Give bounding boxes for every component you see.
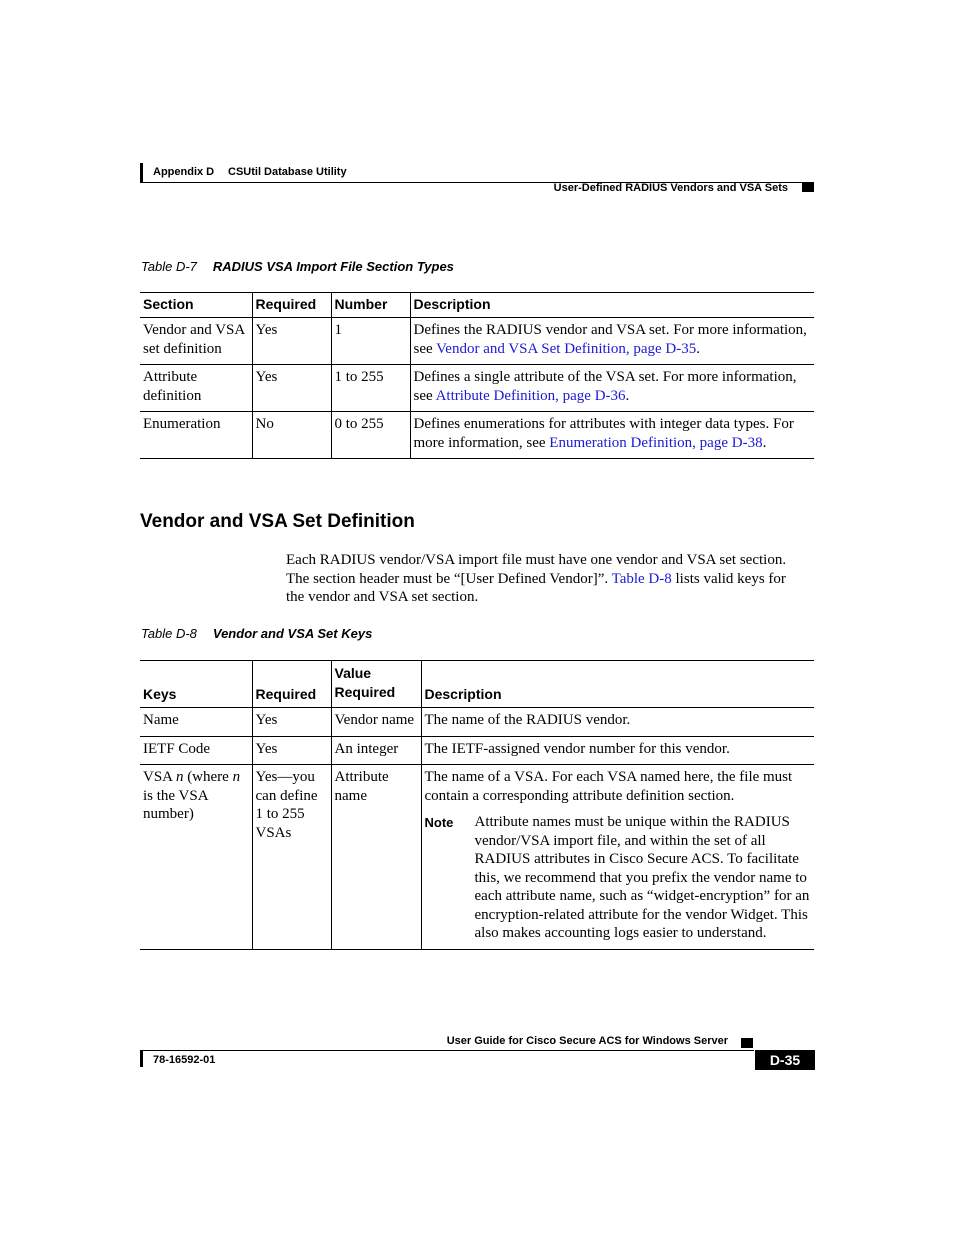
link-enumeration-definition[interactable]: Enumeration Definition, page D-38	[549, 434, 763, 451]
section-heading: Vendor and VSA Set Definition	[140, 511, 415, 532]
description-text: The name of a VSA. For each VSA named here, the file must contain a corresponding attribute definition section.	[424, 769, 793, 804]
table-d7-header-required: Required	[252, 293, 331, 318]
link-attribute-definition[interactable]: Attribute Definition, page D-36	[435, 387, 626, 404]
cell-section: Vendor and VSA set definition	[140, 318, 252, 365]
footer-left-bar	[140, 1050, 143, 1067]
table-d7-caption-number: Table D-7	[141, 259, 197, 274]
key-variable: n	[175, 769, 184, 785]
table-d7-caption	[141, 259, 454, 274]
cell-key: Name	[140, 708, 252, 737]
table-d7-header-description: Description	[410, 293, 814, 318]
description-end: .	[696, 340, 700, 357]
table-d8-caption-title: Vendor and VSA Set Keys	[212, 626, 373, 641]
key-text: VSA	[143, 769, 176, 785]
body-paragraph	[286, 551, 806, 607]
cell-required: Yes	[252, 736, 331, 765]
footer-page-number: D-35	[755, 1050, 815, 1070]
table-d7-header-number: Number	[331, 293, 410, 318]
cell-description	[421, 765, 814, 950]
cell-value-required: An integer	[331, 736, 421, 765]
table-row	[140, 318, 814, 365]
cell-number: 1 to 255	[331, 365, 410, 412]
table-d7	[140, 292, 814, 459]
table-d7-caption-title: RADIUS VSA Import File Section Types	[212, 259, 454, 274]
cell-number: 0 to 255	[331, 412, 410, 459]
cell-key	[140, 765, 252, 950]
cell-description	[410, 318, 814, 365]
footer-doc-number: 78-16592-01	[153, 1054, 216, 1066]
table-row	[140, 765, 814, 950]
table-d8-caption-number: Table D-8	[141, 626, 197, 641]
table-row	[140, 708, 814, 737]
table-d7-header-row	[140, 293, 814, 318]
header-chapter: CSUtil Database Utility	[228, 166, 347, 178]
cell-required: Yes	[252, 708, 331, 737]
table-d8-header-keys: Keys	[140, 661, 252, 708]
cell-description: The name of the RADIUS vendor.	[421, 708, 814, 737]
cell-key: IETF Code	[140, 736, 252, 765]
description-text: Defines a single attribute of the VSA set. For more information, see	[413, 369, 797, 404]
table-d8-header-row	[140, 661, 814, 708]
cell-value-required: Attribute name	[331, 765, 421, 950]
footer-guide-title: User Guide for Cisco Secure ACS for Windows Server	[446, 1035, 728, 1047]
cell-description	[410, 365, 814, 412]
cell-section: Attribute definition	[140, 365, 252, 412]
description-end: .	[625, 387, 630, 404]
table-row	[140, 365, 814, 412]
table-d8-caption	[141, 626, 372, 641]
key-text: (where	[183, 769, 233, 785]
key-variable: n	[232, 769, 241, 785]
table-row	[140, 736, 814, 765]
paragraph-text-end: lists valid keys for the vendor and VSA set section.	[286, 570, 786, 605]
cell-required: Yes—you can define 1 to 255 VSAs	[252, 765, 331, 950]
header-section: User-Defined RADIUS Vendors and VSA Sets	[553, 182, 788, 194]
cell-required: No	[252, 412, 331, 459]
table-d8	[140, 660, 814, 950]
cell-description: The IETF-assigned vendor number for this vendor.	[421, 736, 814, 765]
table-d8-header-value-required: Value Required	[331, 661, 421, 708]
cell-number: 1	[331, 318, 410, 365]
cell-required: Yes	[252, 318, 331, 365]
link-vendor-vsa-definition[interactable]: Vendor and VSA Set Definition, page D-35	[436, 340, 697, 357]
table-d8-header-required: Required	[252, 661, 331, 708]
footer-square-marker	[741, 1038, 753, 1048]
table-row	[140, 412, 814, 459]
cell-section: Enumeration	[140, 412, 252, 459]
note-block	[425, 813, 812, 943]
note-label: Note	[424, 815, 454, 830]
table-d7-header-section: Section	[140, 293, 252, 318]
description-text: Defines the RADIUS vendor and VSA set. For more information, see	[413, 322, 807, 357]
link-table-d8[interactable]: Table D-8	[611, 570, 672, 587]
table-d8-header-description: Description	[421, 661, 814, 708]
cell-required: Yes	[252, 365, 331, 412]
note-text: Attribute names must be unique within the RADIUS vendor/VSA import file, and within the set of all RADIUS attributes in Cisco Secure ACS. To facilitate this, we recommend that you prefix the vendor name to each attribute name, such as “widget-encryption” for an encryption-related attribute for the vendor Widget. This also makes accounting logs easier to understand.	[474, 814, 810, 941]
cell-description	[410, 412, 814, 459]
header-square-marker	[802, 182, 814, 192]
description-end: .	[762, 434, 767, 451]
footer-rule	[140, 1050, 754, 1051]
header-left-bar	[140, 163, 143, 182]
key-text: is the VSA number)	[143, 787, 208, 822]
description-text: Defines enumerations for attributes with integer data types. For more information, see	[413, 416, 794, 451]
paragraph-text: Each RADIUS vendor/VSA import file must have one vendor and VSA set section. The section header must be “[User Defined Vendor]”.	[286, 552, 787, 587]
header-appendix: Appendix D	[153, 166, 215, 178]
cell-value-required: Vendor name	[331, 708, 421, 737]
